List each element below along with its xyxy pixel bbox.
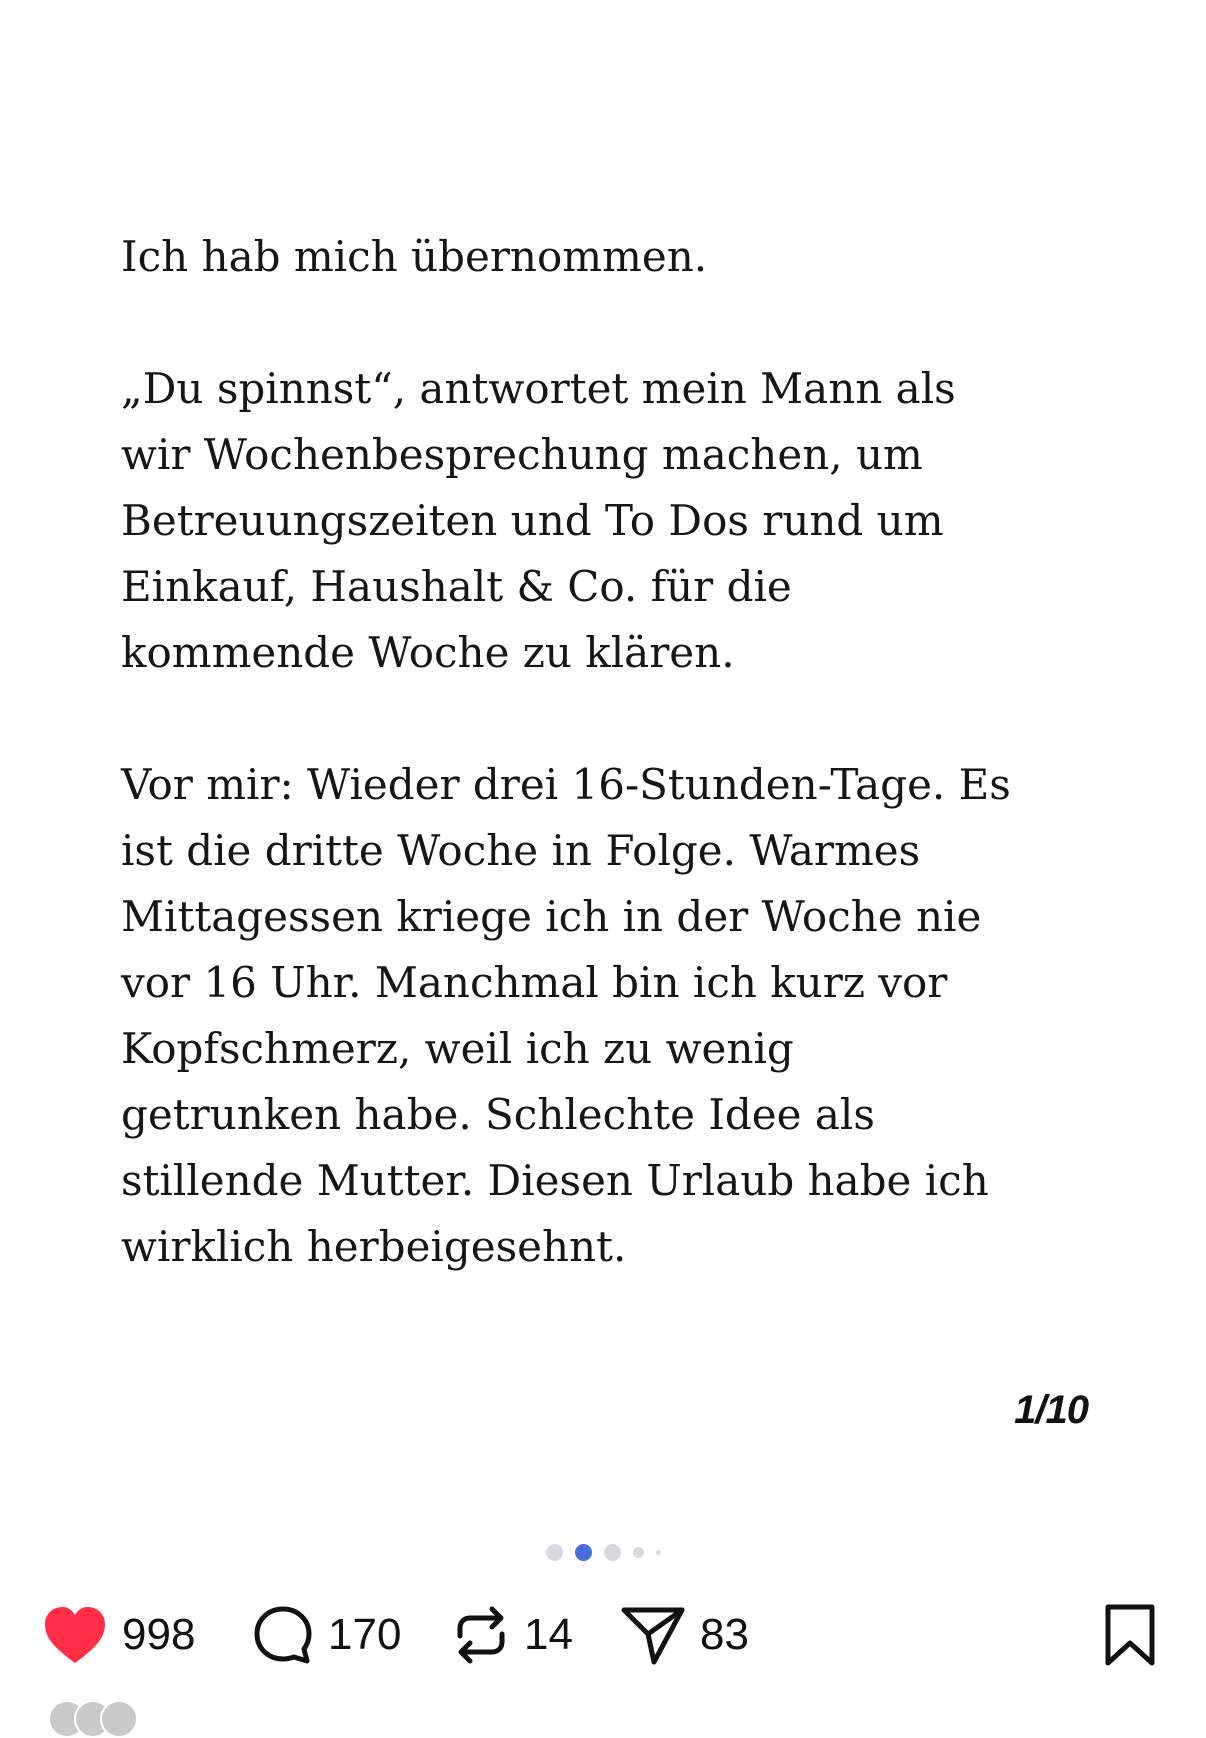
paragraph-3: Vor mir: Wieder drei 16-Stunden-Tage. Es ist die dritte Woche in Folge. Warmes Mittagessen kriege ich in der Woche nie vor 16 Uhr. Manchmal bin ich kurz vor Kopfschmerz, weil ich zu wenig getrunken habe. Schlechte Idee als stillende Mutter. Diesen Urlaub habe ich wirklich herbeigesehnt. <box>121 760 1011 1271</box>
share-count: 83 <box>700 1610 749 1659</box>
share-button[interactable] <box>620 1600 749 1670</box>
carousel-dot[interactable] <box>604 1544 621 1561</box>
comment-button[interactable] <box>252 1600 401 1670</box>
carousel-dot[interactable] <box>633 1547 644 1558</box>
send-icon[interactable] <box>620 1604 686 1666</box>
comment-icon[interactable] <box>252 1604 314 1666</box>
carousel-dots <box>0 1540 1206 1564</box>
comment-count: 170 <box>328 1610 402 1659</box>
page-indicator: 1/10 <box>1014 1388 1088 1432</box>
repost-button[interactable] <box>452 1600 573 1670</box>
save-button[interactable] <box>1102 1600 1158 1670</box>
carousel-dot[interactable] <box>546 1544 563 1561</box>
like-count: 998 <box>122 1610 196 1659</box>
carousel-dot-active[interactable] <box>575 1544 592 1561</box>
heart-icon[interactable] <box>42 1605 108 1665</box>
repost-count: 14 <box>524 1610 573 1659</box>
repost-icon[interactable] <box>452 1604 510 1666</box>
bookmark-icon[interactable] <box>1102 1603 1158 1667</box>
avatar <box>100 1700 138 1738</box>
paragraph-1: Ich hab mich übernommen. <box>121 232 708 281</box>
paragraph-2: „Du spinnst“, antwortet mein Mann als wir Wochenbesprechung machen, um Betreuungszeiten und To Dos rund um Einkauf, Haushalt & Co. für die kommende Woche zu klären. <box>121 364 956 677</box>
post-text <box>121 224 1106 1280</box>
carousel-dot[interactable] <box>656 1550 661 1555</box>
like-button[interactable] <box>42 1600 195 1670</box>
action-bar <box>0 1600 1206 1670</box>
liked-by-avatars[interactable] <box>48 1700 178 1720</box>
